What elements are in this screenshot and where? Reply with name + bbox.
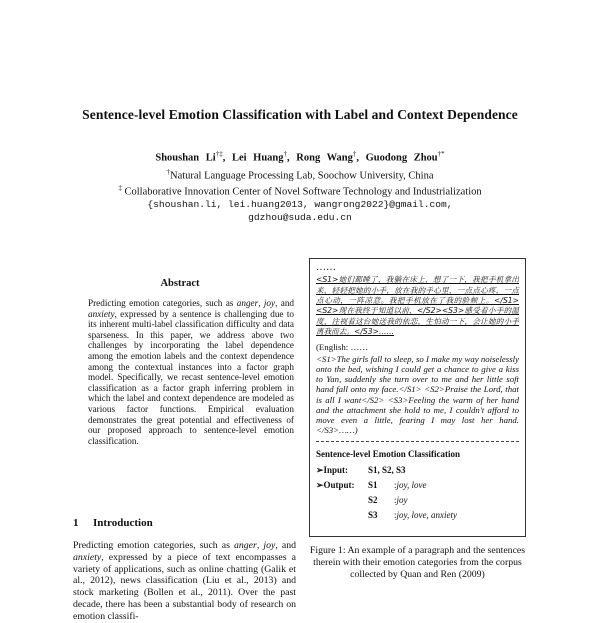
abstract-emotion-term: anger: [236, 298, 259, 308]
output-row: [316, 510, 519, 525]
output-row: [316, 480, 519, 495]
figure-section-heading: Sentence-level Emotion Classification: [316, 449, 460, 460]
intro-text: Predicting emotion categories, such as: [73, 540, 234, 551]
abstract-text: ,: [258, 298, 264, 308]
figure-caption: Figure 1: An example of a paragraph and the sentences therein with their emotion categories from the corpus collected by Quan and Ren (2009): [309, 545, 526, 580]
output-emotions: joy, love, anxiety: [396, 509, 457, 520]
abstract-emotion-term: anxiety: [88, 308, 115, 319]
output-separator: :: [394, 494, 397, 505]
author-mark: †‡: [215, 150, 223, 158]
affiliation-1-text: Natural Language Processing Lab, Soochow University, China: [169, 170, 434, 182]
abstract-text: Predicting emotion categories, such as: [88, 298, 237, 308]
output-sentence: S3: [368, 509, 378, 520]
output-emotions: joy: [396, 494, 408, 505]
abstract-heading: Abstract: [160, 278, 200, 289]
output-separator: :: [394, 509, 397, 520]
author-mark: †: [352, 150, 357, 158]
output-row: [316, 495, 519, 510]
author-name: Lei Huang: [231, 152, 284, 164]
ellipsis: ……: [316, 262, 336, 273]
introduction-body: [73, 540, 296, 623]
abstract-emotion-term: joy: [263, 298, 276, 308]
affiliation-2-mark: ‡: [118, 184, 122, 192]
intro-text: , and: [275, 540, 296, 551]
introduction-heading: [73, 517, 153, 529]
intro-text: ,: [256, 540, 264, 551]
dashed-divider: [316, 441, 519, 442]
abstract-body: [88, 298, 294, 446]
input-value: S1, S2, S3: [368, 464, 406, 475]
author-name: Shoushan Li: [155, 152, 216, 164]
author-name: Guodong Zhou: [365, 152, 438, 164]
email-line-1: {shoushan.li, lei.huang2013, wangrong2022}@gmail.com,: [147, 199, 453, 210]
english-label: (English: ……: [316, 341, 369, 352]
author-mark: †*: [437, 150, 445, 158]
input-row: [316, 465, 519, 480]
intro-emotion-term: anger: [233, 540, 257, 551]
intro-emotion-term: anxiety: [73, 551, 102, 563]
chinese-paragraph: <S1>她们都睡了，我躺在床上，想了一下，我把手机拿出来，轻轻把她的小手，放在我的手心里，一点点心疼，一点点心动，一阵凉意。我把手机放在了我的脸颊上。</S1><S2>现在我终于知道以前，</S2><S3>感受着小手的温度，注视着这台她送我的依恋，生怕动一下，会让她的小手离我而去。</S3>……: [316, 275, 519, 337]
output-separator: :: [394, 479, 397, 490]
intro-emotion-term: joy: [263, 540, 276, 551]
section-number: 1: [73, 517, 79, 529]
output-sentence: S2: [368, 494, 378, 505]
author-list: Shoushan Li†‡, Lei Huang†, Rong Wang†, Guodong Zhou†*: [155, 150, 445, 164]
author-mark: †: [283, 150, 288, 158]
affiliation-2: [0, 184, 600, 198]
input-label: ➢Input:: [316, 464, 349, 475]
figure-1-box: [309, 258, 526, 537]
affiliation-2-text: Collaborative Innovation Center of Novel Software Technology and Industrialization: [124, 186, 482, 198]
section-title: Introduction: [93, 517, 153, 529]
english-paragraph: <S1>The girls fall to sleep, so I make my way noiselessly onto the bed, wishing I could get a chance to give a kiss to Yan, suddenly she turn over to me and her little soft hand fall onto my face.</S1> <S2>Praise the Lord, that is all I want</S2> <S3>Feeling the warm of her hand and the attachment she hold to me, I couldn't afford to move even a little, fearing I may lost her hand.</S3>……): [316, 353, 519, 436]
affiliation-1: [0, 168, 600, 182]
author-name: Rong Wang: [296, 152, 353, 164]
abstract-text: , expressed by a sentence is challenging due to its inherent multi-label classification difficulty and data sparseness. In this paper, we address above two challenges by incorporating the label dependence among the emotion labels and the context dependence among the contextual instances into a factor graph model. Specifically, we recast sentence-level emotion classification as a factor graph inferring problem in which the label and context dependence are modeled as various factor functions. Empirical evaluation demonstrates the great potential and effectiveness of our proposed approach to sentence-level emotion classification.: [88, 308, 294, 446]
output-emotions: joy, love: [396, 479, 427, 490]
abstract-text: , and: [275, 298, 295, 308]
paper-title: Sentence-level Emotion Classification with Label and Context Dependence: [82, 107, 518, 122]
intro-text: , expressed by a piece of text encompasses a variety of applications, such as online chatting (Galik et al., 2012), news classification (Liu et al., 2013) and stock marketing (Bollen et al., 2011). Over the past decade, there has been a substantial body of research on emotion classifi-: [73, 551, 296, 622]
output-label: ➢Output:: [316, 479, 355, 490]
output-sentence: S1: [368, 479, 378, 490]
email-line-2: gdzhou@suda.edu.cn: [248, 212, 352, 223]
affiliation-1-mark: †: [166, 168, 170, 176]
